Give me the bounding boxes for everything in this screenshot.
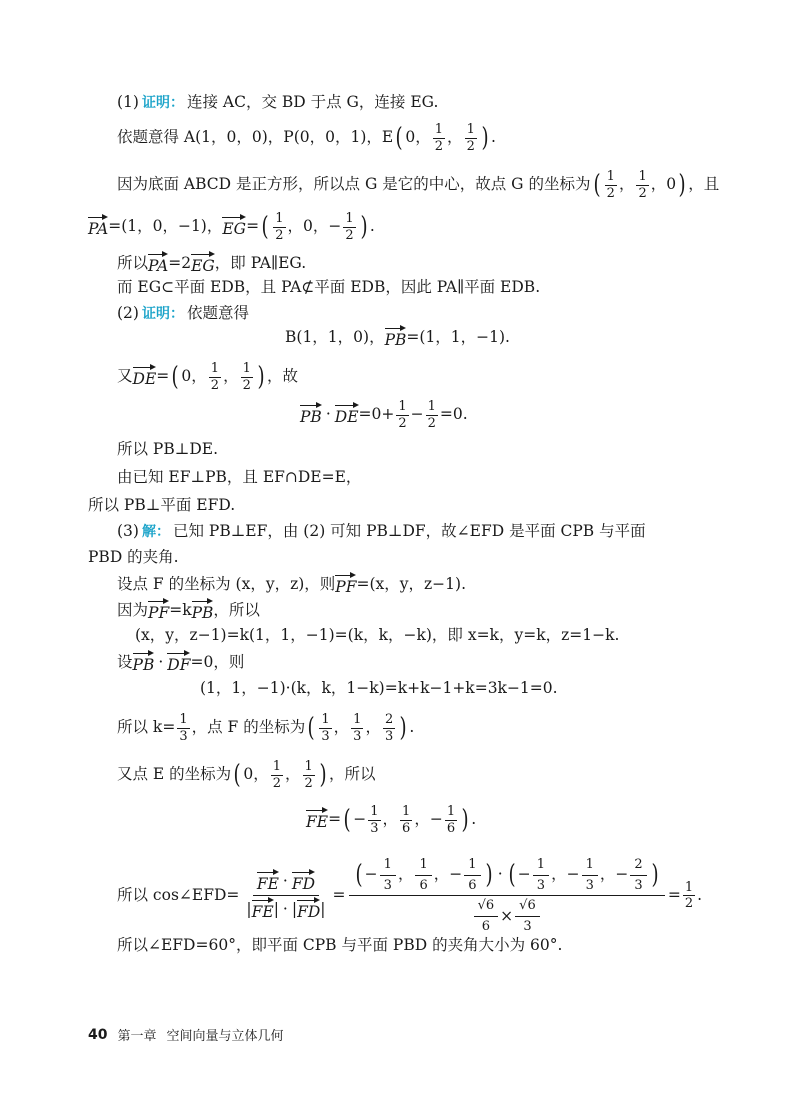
s1-line-2 bbox=[117, 123, 496, 153]
s3-line-4 bbox=[117, 600, 260, 622]
text: 0 bbox=[666, 175, 677, 194]
text: 设 bbox=[117, 653, 133, 671]
text: =(x，y，z−1). bbox=[356, 575, 467, 593]
text: ， bbox=[618, 175, 635, 194]
s1-line-1 bbox=[117, 95, 438, 111]
text: 依题意得 A(1，0，0)，P(0，0，1)，E bbox=[117, 128, 394, 147]
text: − bbox=[429, 810, 443, 829]
text: ，即 PA∥EG. bbox=[214, 254, 307, 272]
paren: ) bbox=[678, 170, 686, 201]
text: ， bbox=[223, 367, 239, 386]
s1-line-4 bbox=[88, 212, 375, 242]
fraction: $\frac{1}{3}$ bbox=[582, 858, 598, 892]
fraction: $\frac{1}{3}$ bbox=[321, 712, 330, 744]
part-number: (1) bbox=[117, 93, 139, 111]
paren: ( bbox=[395, 123, 403, 154]
text: 0，− bbox=[303, 217, 342, 236]
s3-line-8 bbox=[117, 713, 414, 743]
text: 设点 F 的坐标为 (x，y，z)，则 bbox=[117, 575, 336, 593]
text: · bbox=[158, 653, 164, 671]
text: 所以∠EFD=60°，即平面 CPB 与平面 PBD 的夹角大小为 60°. bbox=[117, 936, 563, 954]
paren: ) bbox=[485, 860, 493, 891]
vector-eg: EG bbox=[222, 216, 246, 238]
text: | bbox=[291, 900, 298, 919]
page-number: 40 bbox=[88, 1026, 108, 1043]
fraction: $\frac{1}{2}$ bbox=[242, 361, 251, 393]
paren: ( bbox=[593, 170, 601, 201]
paren: ( bbox=[508, 860, 516, 891]
text: ，所以 bbox=[213, 601, 260, 619]
text: · bbox=[282, 871, 288, 890]
text: ， bbox=[397, 865, 414, 884]
text: =(1，1，−1). bbox=[406, 328, 510, 346]
text: 而 EG⊂平面 EDB，且 PA⊄平面 EDB，因此 PA∥平面 EDB. bbox=[117, 278, 541, 296]
fraction: $\frac{1}{2}$ bbox=[638, 169, 647, 201]
fraction: $\frac{1}{2}$ bbox=[210, 361, 220, 393]
chapter-label: 第一章 bbox=[117, 1029, 157, 1044]
s3-line-9 bbox=[117, 760, 375, 790]
text: ， bbox=[551, 865, 567, 884]
cos-fraction-1 bbox=[242, 871, 329, 921]
fraction: $\frac{1}{3}$ bbox=[370, 804, 379, 836]
text: − bbox=[410, 405, 424, 424]
paren: ( bbox=[355, 860, 363, 891]
text: =k bbox=[169, 601, 192, 619]
text: =(1，0，−1)， bbox=[108, 217, 223, 236]
text: 所以 k= bbox=[117, 718, 176, 737]
vector-fe: FE bbox=[306, 809, 328, 831]
paren: ) bbox=[319, 760, 327, 791]
cos-fraction-2 bbox=[349, 858, 665, 934]
vector-fe: FE bbox=[252, 899, 274, 921]
fraction: $\frac{1}{3}$ bbox=[380, 858, 396, 892]
text: ， bbox=[447, 128, 463, 147]
s1-line-6 bbox=[117, 280, 540, 296]
text: 0， bbox=[243, 765, 269, 784]
fraction: $\frac{1}{2}$ bbox=[466, 122, 475, 154]
part-number: (3) bbox=[117, 522, 139, 540]
text: · bbox=[325, 405, 331, 424]
fraction: $\frac{1}{2}$ bbox=[304, 759, 313, 791]
text: 因为底面 ABCD 是正方形，所以点 G 是它的中心，故点 G 的坐标为 bbox=[117, 175, 591, 194]
text: ，所以 bbox=[328, 765, 376, 784]
s2-line-2 bbox=[285, 327, 510, 349]
fraction: $\frac{1}{2}$ bbox=[684, 879, 694, 912]
text: − bbox=[364, 865, 378, 884]
text: = bbox=[246, 217, 260, 236]
fraction: $\frac{2}{3}$ bbox=[384, 712, 394, 744]
fraction: $\frac{1}{2}$ bbox=[272, 759, 281, 791]
text: 又 bbox=[117, 367, 133, 386]
s3-line-10 bbox=[306, 805, 476, 835]
s3-line-12 bbox=[117, 938, 562, 954]
paren: ) bbox=[360, 212, 368, 243]
fraction: $\frac{√6}{3}$ bbox=[515, 899, 540, 933]
text: PBD 的夹角. bbox=[88, 548, 179, 566]
text: (1，1，−1)·(k，k，1−k)=k+k−1+k=3k−1=0. bbox=[200, 679, 558, 697]
text: = bbox=[667, 886, 681, 905]
vector-pb: PB bbox=[192, 600, 214, 622]
text: 所以 PB⊥平面 EFD. bbox=[88, 496, 236, 514]
text: | bbox=[320, 900, 326, 919]
fraction: $\frac{1}{2}$ bbox=[434, 122, 444, 154]
text: × bbox=[500, 906, 514, 925]
text: B(1，1，0)， bbox=[285, 328, 385, 346]
fraction: $\frac{1}{3}$ bbox=[179, 712, 188, 744]
vector-pf: PF bbox=[335, 574, 356, 596]
vector-fe: FE bbox=[257, 871, 279, 893]
s3-line-11 bbox=[117, 858, 702, 934]
fraction: $\frac{1}{2}$ bbox=[427, 399, 436, 431]
text: 0， bbox=[405, 128, 431, 147]
fraction: $\frac{1}{2}$ bbox=[345, 211, 354, 243]
text: . bbox=[471, 810, 477, 829]
page-footer bbox=[88, 1025, 284, 1044]
fraction: $\frac{√6}{6}$ bbox=[474, 899, 499, 933]
paren: ( bbox=[171, 362, 179, 393]
paren: ) bbox=[461, 805, 469, 836]
text: 因为 bbox=[117, 601, 149, 619]
text: − bbox=[615, 865, 629, 884]
paren: ( bbox=[307, 713, 315, 744]
paren: ) bbox=[651, 860, 659, 891]
text: − bbox=[566, 865, 580, 884]
fraction: $\frac{1}{2}$ bbox=[398, 399, 407, 431]
paren: ) bbox=[257, 362, 265, 393]
vector-pa: PA bbox=[88, 216, 108, 238]
text: = bbox=[156, 367, 170, 386]
vector-de: DE bbox=[133, 366, 157, 388]
text: ， bbox=[433, 865, 450, 884]
text: − bbox=[517, 865, 531, 884]
paren: ( bbox=[261, 212, 269, 243]
proof-label: 证明： bbox=[141, 305, 184, 322]
text: (x，y，z−1)=k(1，1，−1)=(k，k，−k)，即 x=k，y=k，z=1−k. bbox=[135, 626, 620, 644]
text: 连接 AC，交 BD 于点 G，连接 EG. bbox=[186, 93, 439, 111]
vector-de: DE bbox=[335, 404, 359, 426]
s3-line-7 bbox=[200, 681, 558, 697]
text: 0， bbox=[181, 367, 207, 386]
vector-pb: PB bbox=[133, 652, 155, 674]
text: − bbox=[449, 865, 463, 884]
text: ， bbox=[287, 217, 304, 236]
s3-line-1 bbox=[117, 524, 646, 540]
vector-fd: FD bbox=[292, 871, 315, 893]
text: 所以 cos∠EFD= bbox=[117, 886, 240, 905]
text: = bbox=[328, 810, 342, 829]
text: . bbox=[369, 217, 375, 236]
text: | bbox=[273, 900, 279, 919]
fraction: $\frac{2}{3}$ bbox=[630, 858, 646, 892]
text: ，故 bbox=[267, 367, 299, 386]
text: ， bbox=[284, 765, 301, 784]
text: = bbox=[332, 886, 346, 905]
text: 所以 bbox=[117, 254, 149, 272]
text: − bbox=[353, 810, 367, 829]
part-number: (2) bbox=[117, 304, 139, 322]
vector-eg: EG bbox=[191, 253, 215, 275]
s2-line-4 bbox=[300, 400, 468, 430]
s1-line-3 bbox=[117, 170, 719, 200]
paren: ) bbox=[481, 123, 489, 154]
fraction: $\frac{1}{6}$ bbox=[402, 804, 411, 836]
text: =2 bbox=[168, 254, 192, 272]
text: ，且 bbox=[688, 175, 720, 194]
text: 已知 PB⊥EF，由 (2) 可知 PB⊥DF，故∠EFD 是平面 CPB 与平面 bbox=[172, 522, 646, 540]
s1-line-5 bbox=[117, 253, 306, 275]
text: ， bbox=[382, 810, 399, 829]
s2-line-6 bbox=[117, 470, 361, 486]
vector-df: DF bbox=[167, 652, 190, 674]
text: 又点 E 的坐标为 bbox=[117, 765, 232, 784]
vector-pb: PB bbox=[385, 327, 407, 349]
paren: ) bbox=[399, 713, 407, 744]
fraction: $\frac{1}{2}$ bbox=[275, 211, 284, 243]
chapter-title: 空间向量与立体几何 bbox=[166, 1029, 284, 1044]
text: ， bbox=[650, 175, 667, 194]
vector-fd: FD bbox=[297, 899, 320, 921]
text: . bbox=[409, 718, 415, 737]
text: ， bbox=[599, 865, 616, 884]
text: 由已知 EF⊥PB，且 EF∩DE=E， bbox=[117, 468, 362, 486]
fraction: $\frac{1}{2}$ bbox=[606, 169, 615, 201]
text: . bbox=[697, 886, 703, 905]
text: ， bbox=[365, 718, 381, 737]
text: =0. bbox=[439, 405, 468, 424]
fraction: $\frac{1}{6}$ bbox=[446, 804, 456, 836]
text: =0，则 bbox=[190, 653, 245, 671]
text: 所以 PB⊥DE. bbox=[117, 440, 218, 458]
s3-line-3 bbox=[117, 574, 466, 596]
vector-pb: PB bbox=[300, 404, 322, 426]
paren: ( bbox=[343, 805, 351, 836]
s2-line-7 bbox=[88, 498, 235, 514]
text: · bbox=[282, 900, 288, 919]
vector-pa: PA bbox=[148, 253, 168, 275]
text: 依题意得 bbox=[186, 304, 249, 322]
text: | bbox=[246, 900, 252, 919]
text: ，点 F 的坐标为 bbox=[191, 718, 306, 737]
fraction: $\frac{1}{3}$ bbox=[533, 858, 549, 892]
text: =0+ bbox=[358, 405, 395, 424]
s2-line-3 bbox=[117, 362, 298, 392]
s2-line-1 bbox=[117, 306, 249, 322]
paren: ( bbox=[233, 760, 241, 791]
s3-line-5 bbox=[135, 628, 619, 644]
s3-line-2 bbox=[88, 550, 179, 566]
fraction: $\frac{1}{6}$ bbox=[415, 858, 431, 892]
vector-pf: PF bbox=[148, 600, 169, 622]
solution-label: 解： bbox=[141, 523, 170, 540]
text: ， bbox=[333, 718, 350, 737]
text: · bbox=[497, 865, 503, 884]
s2-line-5 bbox=[117, 442, 218, 458]
s3-line-6 bbox=[117, 652, 244, 674]
fraction: $\frac{1}{3}$ bbox=[353, 712, 362, 744]
fraction: $\frac{1}{6}$ bbox=[464, 858, 480, 892]
proof-label: 证明： bbox=[141, 94, 184, 111]
text: . bbox=[491, 128, 496, 147]
text: ， bbox=[414, 810, 430, 829]
